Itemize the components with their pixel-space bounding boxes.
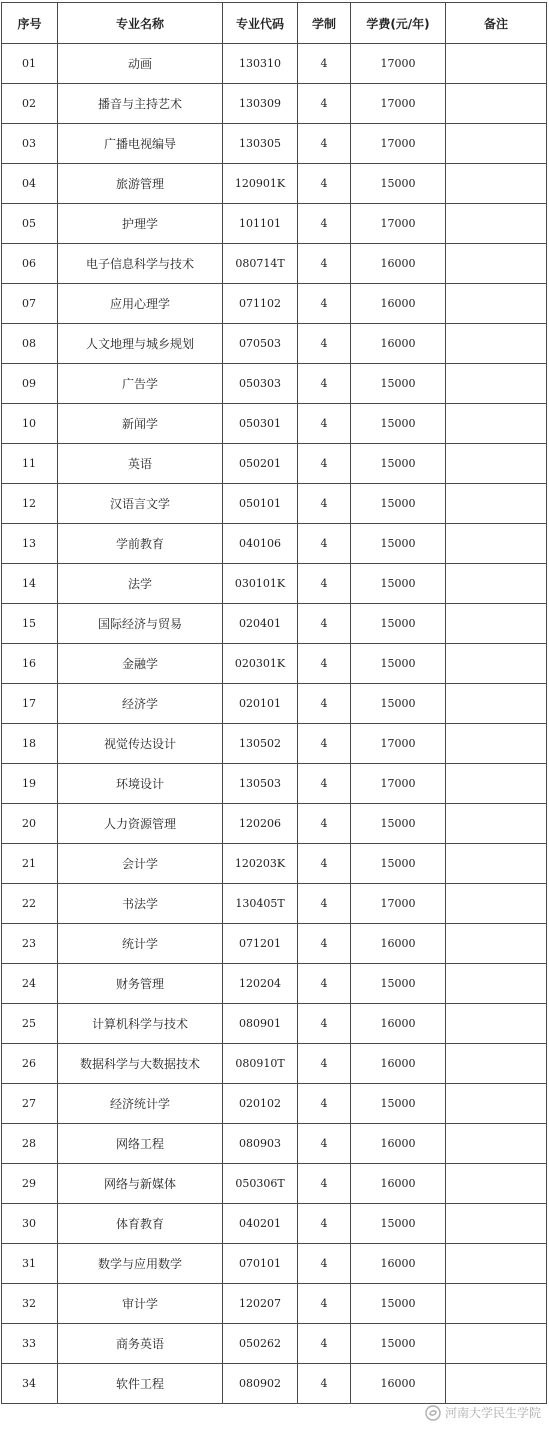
- table-row: [2, 524, 547, 564]
- wechat-official-account-icon: [425, 1405, 441, 1421]
- table-row: [2, 684, 547, 724]
- cell-major-code: 050262: [223, 1324, 298, 1364]
- cell-major-name: 学前教育: [58, 524, 223, 564]
- cell-no: 08: [2, 324, 58, 364]
- cell-no: 13: [2, 524, 58, 564]
- cell-major-name: 网络与新媒体: [58, 1164, 223, 1204]
- cell-fee: 16000: [351, 284, 446, 324]
- cell-no: 27: [2, 1084, 58, 1124]
- cell-fee: 17000: [351, 84, 446, 124]
- cell-no: 17: [2, 684, 58, 724]
- table-row: [2, 964, 547, 1004]
- table-row: [2, 884, 547, 924]
- cell-major-name: 财务管理: [58, 964, 223, 1004]
- cell-fee: 15000: [351, 164, 446, 204]
- cell-major-code: 080714T: [223, 244, 298, 284]
- cell-major-code: 040106: [223, 524, 298, 564]
- cell-years: 4: [298, 1324, 351, 1364]
- cell-no: 01: [2, 44, 58, 84]
- cell-note: [446, 124, 547, 164]
- cell-major-code: 130502: [223, 724, 298, 764]
- cell-major-name: 体育教育: [58, 1204, 223, 1244]
- cell-years: 4: [298, 1044, 351, 1084]
- cell-years: 4: [298, 1164, 351, 1204]
- cell-major-name: 护理学: [58, 204, 223, 244]
- cell-major-code: 080910T: [223, 1044, 298, 1084]
- cell-major-name: 新闻学: [58, 404, 223, 444]
- cell-fee: 17000: [351, 204, 446, 244]
- cell-major-name: 环境设计: [58, 764, 223, 804]
- cell-note: [446, 644, 547, 684]
- cell-major-code: 050101: [223, 484, 298, 524]
- cell-major-code: 020301K: [223, 644, 298, 684]
- cell-note: [446, 444, 547, 484]
- cell-major-name: 电子信息科学与技术: [58, 244, 223, 284]
- cell-major-name: 法学: [58, 564, 223, 604]
- cell-no: 05: [2, 204, 58, 244]
- cell-years: 4: [298, 524, 351, 564]
- cell-no: 02: [2, 84, 58, 124]
- header-note: 备注: [446, 3, 547, 44]
- table-row: [2, 324, 547, 364]
- cell-years: 4: [298, 964, 351, 1004]
- cell-years: 4: [298, 1004, 351, 1044]
- cell-years: 4: [298, 764, 351, 804]
- cell-fee: 15000: [351, 1324, 446, 1364]
- table-row: [2, 564, 547, 604]
- cell-major-code: 120203K: [223, 844, 298, 884]
- cell-years: 4: [298, 604, 351, 644]
- table-row: [2, 1004, 547, 1044]
- cell-fee: 17000: [351, 724, 446, 764]
- cell-fee: 16000: [351, 1004, 446, 1044]
- cell-note: [446, 284, 547, 324]
- cell-major-code: 050303: [223, 364, 298, 404]
- cell-note: [446, 1204, 547, 1244]
- cell-note: [446, 1004, 547, 1044]
- cell-years: 4: [298, 1084, 351, 1124]
- cell-note: [446, 1284, 547, 1324]
- cell-no: 21: [2, 844, 58, 884]
- cell-years: 4: [298, 804, 351, 844]
- cell-major-code: 070503: [223, 324, 298, 364]
- cell-no: 26: [2, 1044, 58, 1084]
- cell-no: 25: [2, 1004, 58, 1044]
- cell-no: 15: [2, 604, 58, 644]
- cell-years: 4: [298, 1204, 351, 1244]
- table-row: [2, 444, 547, 484]
- cell-note: [446, 964, 547, 1004]
- table-row: [2, 124, 547, 164]
- cell-no: 30: [2, 1204, 58, 1244]
- cell-major-code: 050306T: [223, 1164, 298, 1204]
- cell-major-name: 人文地理与城乡规划: [58, 324, 223, 364]
- cell-major-code: 050301: [223, 404, 298, 444]
- cell-fee: 16000: [351, 244, 446, 284]
- cell-major-name: 书法学: [58, 884, 223, 924]
- cell-years: 4: [298, 244, 351, 284]
- cell-note: [446, 804, 547, 844]
- cell-note: [446, 1164, 547, 1204]
- cell-major-name: 数据科学与大数据技术: [58, 1044, 223, 1084]
- header-years: 学制: [298, 3, 351, 44]
- cell-fee: 17000: [351, 124, 446, 164]
- table-row: [2, 404, 547, 444]
- cell-major-name: 审计学: [58, 1284, 223, 1324]
- table-row: [2, 1044, 547, 1084]
- cell-no: 22: [2, 884, 58, 924]
- cell-fee: 17000: [351, 764, 446, 804]
- cell-years: 4: [298, 284, 351, 324]
- cell-years: 4: [298, 324, 351, 364]
- cell-fee: 15000: [351, 1204, 446, 1244]
- cell-years: 4: [298, 1244, 351, 1284]
- cell-note: [446, 764, 547, 804]
- table-row: [2, 1324, 547, 1364]
- cell-note: [446, 1044, 547, 1084]
- cell-note: [446, 204, 547, 244]
- table-row: [2, 284, 547, 324]
- cell-major-name: 人力资源管理: [58, 804, 223, 844]
- cell-major-name: 数学与应用数学: [58, 1244, 223, 1284]
- cell-no: 03: [2, 124, 58, 164]
- cell-fee: 15000: [351, 1284, 446, 1324]
- cell-major-name: 商务英语: [58, 1324, 223, 1364]
- cell-fee: 15000: [351, 404, 446, 444]
- cell-note: [446, 684, 547, 724]
- cell-fee: 15000: [351, 964, 446, 1004]
- cell-major-name: 软件工程: [58, 1364, 223, 1404]
- table-row: [2, 1084, 547, 1124]
- cell-major-name: 会计学: [58, 844, 223, 884]
- cell-fee: 16000: [351, 324, 446, 364]
- cell-major-name: 金融学: [58, 644, 223, 684]
- cell-major-name: 经济学: [58, 684, 223, 724]
- cell-major-code: 050201: [223, 444, 298, 484]
- table-row: [2, 924, 547, 964]
- cell-no: 14: [2, 564, 58, 604]
- cell-note: [446, 404, 547, 444]
- cell-note: [446, 844, 547, 884]
- table-row: [2, 804, 547, 844]
- cell-note: [446, 924, 547, 964]
- cell-fee: 15000: [351, 844, 446, 884]
- cell-no: 07: [2, 284, 58, 324]
- table-row: [2, 204, 547, 244]
- cell-major-name: 英语: [58, 444, 223, 484]
- cell-no: 33: [2, 1324, 58, 1364]
- cell-major-code: 080903: [223, 1124, 298, 1164]
- cell-no: 18: [2, 724, 58, 764]
- cell-years: 4: [298, 124, 351, 164]
- table-row: [2, 484, 547, 524]
- cell-fee: 15000: [351, 484, 446, 524]
- cell-years: 4: [298, 484, 351, 524]
- cell-fee: 16000: [351, 1364, 446, 1404]
- cell-no: 09: [2, 364, 58, 404]
- cell-major-code: 020401: [223, 604, 298, 644]
- cell-fee: 15000: [351, 684, 446, 724]
- cell-fee: 15000: [351, 604, 446, 644]
- cell-no: 24: [2, 964, 58, 1004]
- cell-major-code: 080901: [223, 1004, 298, 1044]
- cell-major-code: 120206: [223, 804, 298, 844]
- table-body: [2, 44, 547, 1404]
- table-row: [2, 1124, 547, 1164]
- cell-major-code: 020102: [223, 1084, 298, 1124]
- cell-note: [446, 524, 547, 564]
- cell-major-name: 网络工程: [58, 1124, 223, 1164]
- cell-major-name: 动画: [58, 44, 223, 84]
- cell-major-code: 101101: [223, 204, 298, 244]
- table-row: [2, 244, 547, 284]
- cell-years: 4: [298, 1364, 351, 1404]
- cell-note: [446, 84, 547, 124]
- table-row: [2, 1244, 547, 1284]
- cell-note: [446, 1244, 547, 1284]
- cell-fee: 16000: [351, 1164, 446, 1204]
- cell-major-code: 130310: [223, 44, 298, 84]
- table-header: [2, 3, 547, 44]
- table-row: [2, 1364, 547, 1404]
- cell-years: 4: [298, 404, 351, 444]
- cell-years: 4: [298, 564, 351, 604]
- cell-no: 34: [2, 1364, 58, 1404]
- table-row: [2, 84, 547, 124]
- header-name: 专业名称: [58, 3, 223, 44]
- cell-fee: 16000: [351, 1244, 446, 1284]
- cell-note: [446, 1124, 547, 1164]
- cell-fee: 16000: [351, 924, 446, 964]
- cell-no: 16: [2, 644, 58, 684]
- table-row: [2, 1204, 547, 1244]
- cell-major-code: 040201: [223, 1204, 298, 1244]
- cell-fee: 15000: [351, 804, 446, 844]
- cell-years: 4: [298, 1284, 351, 1324]
- cell-years: 4: [298, 84, 351, 124]
- cell-no: 19: [2, 764, 58, 804]
- cell-no: 04: [2, 164, 58, 204]
- cell-no: 32: [2, 1284, 58, 1324]
- cell-note: [446, 1084, 547, 1124]
- cell-no: 20: [2, 804, 58, 844]
- cell-major-code: 071201: [223, 924, 298, 964]
- cell-years: 4: [298, 1124, 351, 1164]
- header-code: 专业代码: [223, 3, 298, 44]
- cell-fee: 15000: [351, 644, 446, 684]
- cell-major-code: 071102: [223, 284, 298, 324]
- cell-major-name: 应用心理学: [58, 284, 223, 324]
- cell-major-name: 计算机科学与技术: [58, 1004, 223, 1044]
- cell-fee: 15000: [351, 1084, 446, 1124]
- table-row: [2, 1284, 547, 1324]
- cell-major-code: 120901K: [223, 164, 298, 204]
- table-row: [2, 604, 547, 644]
- watermark: [425, 1404, 541, 1421]
- cell-major-code: 130405T: [223, 884, 298, 924]
- cell-major-code: 120204: [223, 964, 298, 1004]
- cell-note: [446, 564, 547, 604]
- cell-years: 4: [298, 884, 351, 924]
- table-row: [2, 1164, 547, 1204]
- cell-years: 4: [298, 44, 351, 84]
- cell-major-code: 020101: [223, 684, 298, 724]
- table-row: [2, 644, 547, 684]
- cell-years: 4: [298, 724, 351, 764]
- cell-fee: 15000: [351, 444, 446, 484]
- cell-major-code: 130309: [223, 84, 298, 124]
- cell-major-name: 旅游管理: [58, 164, 223, 204]
- cell-fee: 15000: [351, 564, 446, 604]
- cell-no: 29: [2, 1164, 58, 1204]
- cell-fee: 17000: [351, 44, 446, 84]
- cell-major-name: 广播电视编导: [58, 124, 223, 164]
- cell-note: [446, 604, 547, 644]
- cell-years: 4: [298, 364, 351, 404]
- cell-no: 11: [2, 444, 58, 484]
- cell-major-code: 120207: [223, 1284, 298, 1324]
- table-row: [2, 364, 547, 404]
- header-fee: 学费(元/年): [351, 3, 446, 44]
- tuition-table: [1, 2, 547, 1404]
- cell-no: 06: [2, 244, 58, 284]
- cell-note: [446, 484, 547, 524]
- table-row: [2, 844, 547, 884]
- cell-major-name: 经济统计学: [58, 1084, 223, 1124]
- cell-major-code: 080902: [223, 1364, 298, 1404]
- cell-note: [446, 244, 547, 284]
- cell-major-name: 视觉传达设计: [58, 724, 223, 764]
- cell-no: 31: [2, 1244, 58, 1284]
- cell-fee: 15000: [351, 364, 446, 404]
- cell-major-code: 130503: [223, 764, 298, 804]
- cell-major-name: 统计学: [58, 924, 223, 964]
- cell-note: [446, 324, 547, 364]
- cell-years: 4: [298, 164, 351, 204]
- table-row: [2, 44, 547, 84]
- cell-note: [446, 884, 547, 924]
- cell-note: [446, 724, 547, 764]
- cell-no: 23: [2, 924, 58, 964]
- cell-major-code: 130305: [223, 124, 298, 164]
- table-row: [2, 164, 547, 204]
- table-row: [2, 764, 547, 804]
- cell-major-name: 播音与主持艺术: [58, 84, 223, 124]
- cell-note: [446, 44, 547, 84]
- cell-major-name: 国际经济与贸易: [58, 604, 223, 644]
- cell-major-name: 汉语言文学: [58, 484, 223, 524]
- cell-no: 28: [2, 1124, 58, 1164]
- cell-no: 12: [2, 484, 58, 524]
- cell-note: [446, 364, 547, 404]
- table-row: [2, 724, 547, 764]
- cell-years: 4: [298, 924, 351, 964]
- cell-years: 4: [298, 204, 351, 244]
- cell-fee: 15000: [351, 524, 446, 564]
- cell-fee: 16000: [351, 1124, 446, 1164]
- cell-note: [446, 1364, 547, 1404]
- cell-years: 4: [298, 644, 351, 684]
- cell-major-code: 070101: [223, 1244, 298, 1284]
- header-row: [2, 3, 547, 44]
- cell-years: 4: [298, 684, 351, 724]
- cell-fee: 17000: [351, 884, 446, 924]
- header-no: 序号: [2, 3, 58, 44]
- cell-note: [446, 164, 547, 204]
- cell-fee: 16000: [351, 1044, 446, 1084]
- cell-note: [446, 1324, 547, 1364]
- cell-major-code: 030101K: [223, 564, 298, 604]
- cell-years: 4: [298, 844, 351, 884]
- watermark-text: 河南大学民生学院: [444, 1406, 541, 1420]
- cell-years: 4: [298, 444, 351, 484]
- cell-no: 10: [2, 404, 58, 444]
- cell-major-name: 广告学: [58, 364, 223, 404]
